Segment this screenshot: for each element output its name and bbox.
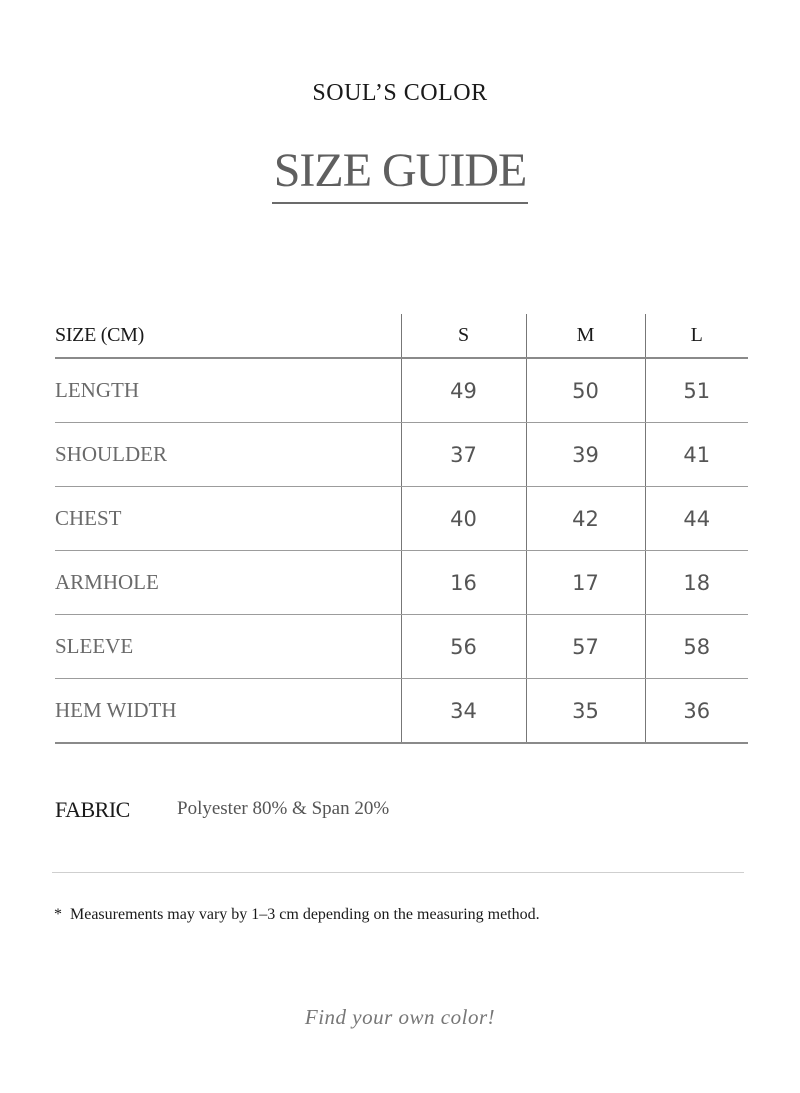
cell-value: 42 xyxy=(526,487,645,551)
table-header-row xyxy=(55,314,748,358)
cell-value: 58 xyxy=(645,615,748,679)
table-row xyxy=(55,615,748,679)
row-label: SHOULDER xyxy=(55,423,401,487)
cell-value: 57 xyxy=(526,615,645,679)
cell-value: 34 xyxy=(401,679,526,744)
table-row xyxy=(55,423,748,487)
page-title-wrapper xyxy=(0,146,800,204)
note-text: Measurements may vary by 1–3 cm depending on the measuring method. xyxy=(70,906,540,923)
table-row xyxy=(55,679,748,744)
fabric-label: FABRIC xyxy=(55,797,130,822)
row-label: LENGTH xyxy=(55,358,401,423)
measurement-note xyxy=(54,906,540,924)
cell-value: 16 xyxy=(401,551,526,615)
cell-value: 39 xyxy=(526,423,645,487)
row-label: ARMHOLE xyxy=(55,551,401,615)
cell-value: 40 xyxy=(401,487,526,551)
header-size-m: M xyxy=(526,314,645,358)
brand-name: SOUL’S COLOR xyxy=(312,80,488,106)
fabric-composition: Polyester 80% & Span 20% xyxy=(177,798,390,819)
size-table xyxy=(55,314,748,744)
cell-value: 41 xyxy=(645,423,748,487)
cell-value: 36 xyxy=(645,679,748,744)
row-label: CHEST xyxy=(55,487,401,551)
header-size-l: L xyxy=(645,314,748,358)
row-label: SLEEVE xyxy=(55,615,401,679)
page-title: SIZE GUIDE xyxy=(272,146,529,204)
cell-value: 37 xyxy=(401,423,526,487)
cell-value: 49 xyxy=(401,358,526,423)
cell-value: 44 xyxy=(645,487,748,551)
table-row xyxy=(55,551,748,615)
cell-value: 56 xyxy=(401,615,526,679)
row-label: HEM WIDTH xyxy=(55,679,401,744)
table-row xyxy=(55,358,748,423)
note-marker: * xyxy=(54,906,62,923)
header-size-s: S xyxy=(401,314,526,358)
cell-value: 18 xyxy=(645,551,748,615)
tagline: Find your own color! xyxy=(304,1005,496,1029)
cell-value: 17 xyxy=(526,551,645,615)
cell-value: 35 xyxy=(526,679,645,744)
header-size-unit: SIZE (CM) xyxy=(55,314,401,358)
table-row xyxy=(55,487,748,551)
section-divider xyxy=(52,872,744,873)
cell-value: 50 xyxy=(526,358,645,423)
cell-value: 51 xyxy=(645,358,748,423)
